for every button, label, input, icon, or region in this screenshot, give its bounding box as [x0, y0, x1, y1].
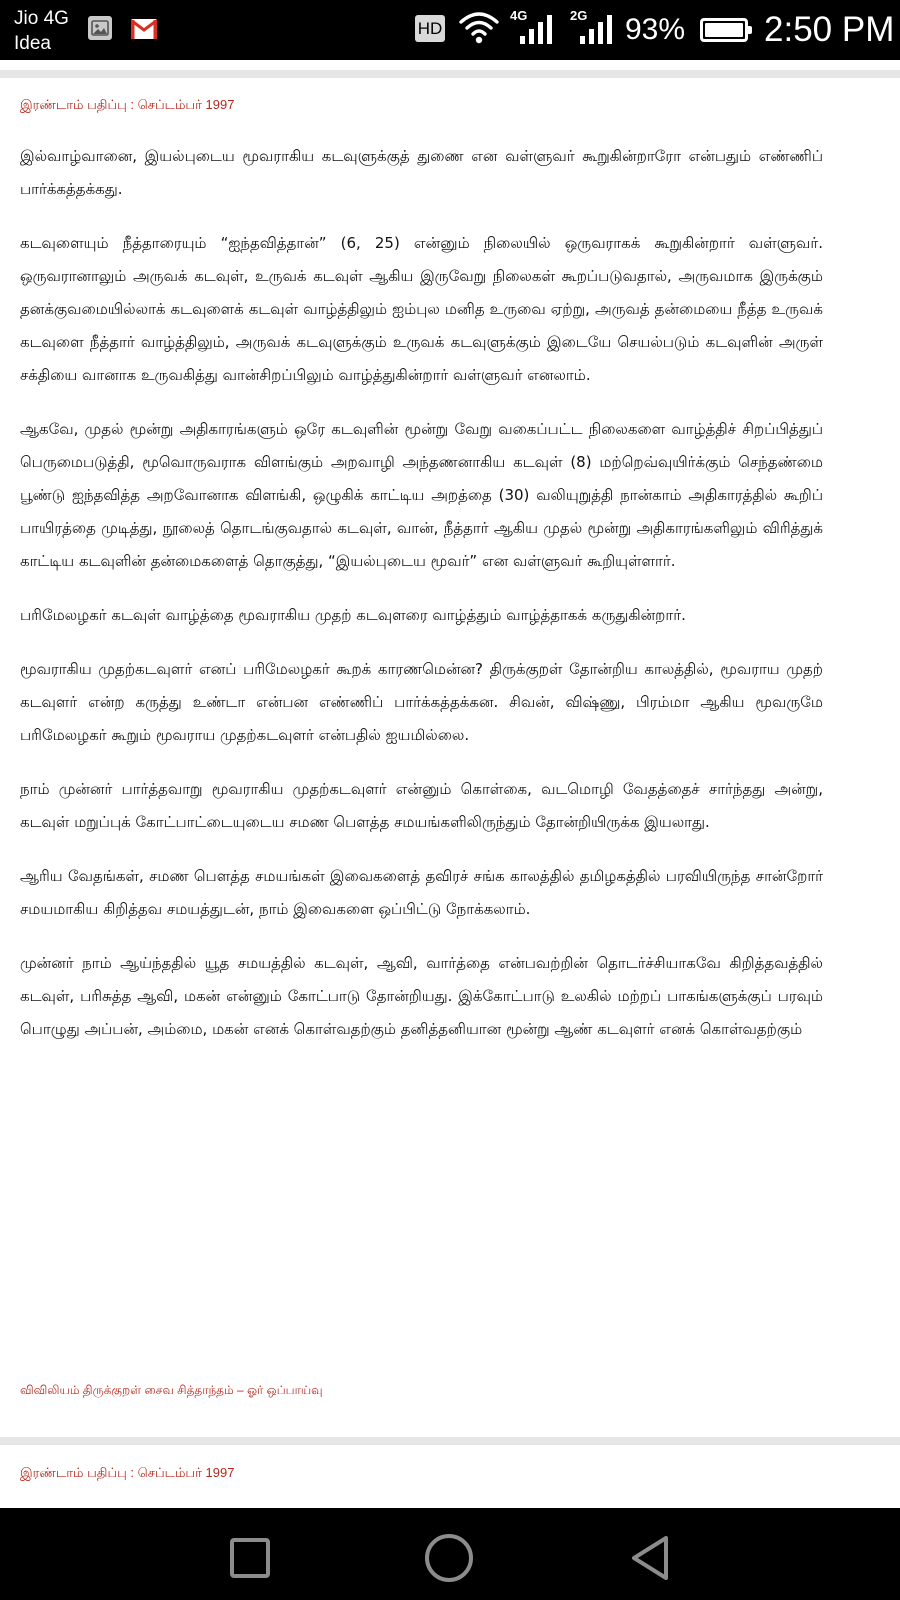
page-divider-top [0, 70, 900, 78]
network-type-1: 4G [510, 8, 528, 23]
recents-button[interactable] [222, 1530, 278, 1586]
edition-note-top: இரண்டாம் பதிப்பு : செப்டம்பர் 1997 [20, 97, 235, 112]
navigation-bar [0, 1508, 900, 1600]
gallery-icon [88, 16, 112, 40]
clock: 2:50 PM [764, 10, 895, 49]
paragraph: இல்வாழ்வானை, இயல்புடைய மூவராகிய கடவுளுக்குத் துணை என வள்ளுவர் கூறுகின்றாரோ என்பதும் எண்ணிப் பார்க்கத்தக்கது. [20, 147, 824, 198]
network-type-2: 2G [570, 8, 588, 23]
battery-percent: 93% [625, 13, 686, 46]
edition-note-bottom: இரண்டாம் பதிப்பு : செப்டம்பர் 1997 [20, 1465, 235, 1480]
back-button[interactable] [624, 1530, 680, 1586]
paragraph: நாம் முன்னர் பார்த்தவாறு மூவராகிய முதற்கடவுளர் என்னும் கொள்கை, வடமொழி வேதத்தைச் சார்ந்தது அன்று, கடவுள் மறுப்புக் கோட்பாட்டையுடைய சமண பௌத்த சமயங்களிலிருந்தும் தோன்றியிருக்க இயலாது. [20, 780, 823, 831]
paragraph: முன்னர் நாம் ஆய்ந்ததில் யூத சமயத்தில் கடவுள், ஆவி, வார்த்தை என்பவற்றின் தொடர்ச்சியாகவே கிறித்தவத்தில் கடவுள், பரிசுத்த ஆவி, மகன் என்னும் கோட்பாடு தோன்றியது. இக்கோட்பாடு உலகில் மற்றப் பாகங்களுக்குப் பரவும் பொழுது அப்பன், அம்மை, மகன் எனக் கொள்வதற்கும் தனித்தனியான மூன்று ஆண் கடவுளர் எனக் கொள்வதற்கும் [20, 954, 823, 1038]
carrier-line2: Idea [14, 33, 51, 54]
paragraph: கடவுளையும் நீத்தாரையும் “ஐந்தவித்தான்” (6, 25) என்னும் நிலையில் ஒருவராகக் கூறுகின்றார் வள்ளுவர். ஒருவரானாலும் அருவக் கடவுள், உருவக் கடவுள் ஆகிய இருவேறு நிலைகள் கூறப்படுவதால், அருவமாக இருக்கும் தனக்குவமையில்லாக் கடவுளைக் கடவுள் வாழ்த்திலும் ஐம்புல மனித உருவை ஏற்று, அருவத் தன்மையை நீத்த உருவக் கடவுளை நீத்தார் வாழ்த்திலும், அருவக் கடவுளுக்கும் உருவக் கடவுளுக்கும் இடையே செயல்படும் கடவுளின் அருள் சக்தியை வானாக உருவகித்து வான்சிறப்பிலும் வாழ்த்துகின்றார் வள்ளுவர் எனலாம். [20, 234, 823, 384]
book-title: விவிலியம் திருக்குறள் சைவ சித்தாந்தம் – ஓர் ஒப்பாய்வு [20, 1383, 323, 1397]
home-button[interactable] [421, 1530, 477, 1586]
gmail-icon [130, 18, 158, 44]
hd-badge: HD [415, 15, 445, 42]
paragraph: ஆரிய வேதங்கள், சமண பௌத்த சமயங்கள் இவைகளைத் தவிரச் சங்க காலத்தில் தமிழகத்தில் பரவியிருந்த சான்றோர் சமயமாகிய கிறித்தவ சமயத்துடன், நாம் இவைகளை ஒப்பிட்டு நோக்கலாம். [20, 867, 823, 918]
paragraph: ஆகவே, முதல் மூன்று அதிகாரங்களும் ஒரே கடவுளின் மூன்று வேறு வகைப்பட்ட நிலைகளை வாழ்த்திச் சிறப்பித்துப் பெருமைபடுத்தி, மூவொருவராக விளங்கும் அறவாழி அந்தணனாகிய கடவுள் (8) மற்றெவ்வுயிர்க்கும் செந்தண்மை பூண்டு ஐந்தவித்த அறவோனாக விளங்கி, ஒழுகிக் காட்டிய அறத்தை (30) வலியுறுத்தி நான்காம் அதிகாரத்தில் கூறிப் பாயிரத்தை முடித்து, நூலைத் தொடங்குவதால் கடவுள், வான், நீத்தார் ஆகிய முதல் மூன்று அதிகாரங்களிலும் விரித்துக் காட்டிய கடவுளின் தன்மைகளைத் தொகுத்து, “இயல்புடைய மூவர்” என வள்ளுவர் கூறியுள்ளார். [20, 420, 823, 570]
signal-icon-2 [578, 12, 618, 50]
page-divider-bottom [0, 1437, 900, 1445]
paragraph: பரிமேலழகர் கடவுள் வாழ்த்தை மூவராகிய முதற் கடவுளரை வாழ்த்தும் வாழ்த்தாகக் கருதுகின்றார். [20, 606, 686, 624]
status-bar [0, 0, 900, 60]
carrier-line1: Jio 4G [14, 8, 69, 29]
battery-icon [700, 18, 748, 42]
wifi-icon [458, 10, 500, 50]
carrier-label [14, 6, 69, 56]
circle-icon [421, 1530, 477, 1586]
square-icon [222, 1530, 278, 1586]
back-triangle-icon [624, 1530, 680, 1586]
document-body[interactable] [20, 140, 823, 1067]
paragraph: மூவராகிய முதற்கடவுளர் எனப் பரிமேலழகர் கூறக் காரணமென்ன? திருக்குறள் தோன்றிய காலத்தில், மூவராய முதற் கடவுளர் என்ற கருத்து உண்டா என்பன எண்ணிப் பார்க்கத்தக்கன. சிவன், விஷ்ணு, பிரம்மா ஆகிய மூவருமே பரிமேலழகர் கூறும் மூவராய முதற்கடவுளர் என்பதில் ஐயமில்லை. [20, 660, 823, 744]
signal-icon [518, 12, 558, 50]
